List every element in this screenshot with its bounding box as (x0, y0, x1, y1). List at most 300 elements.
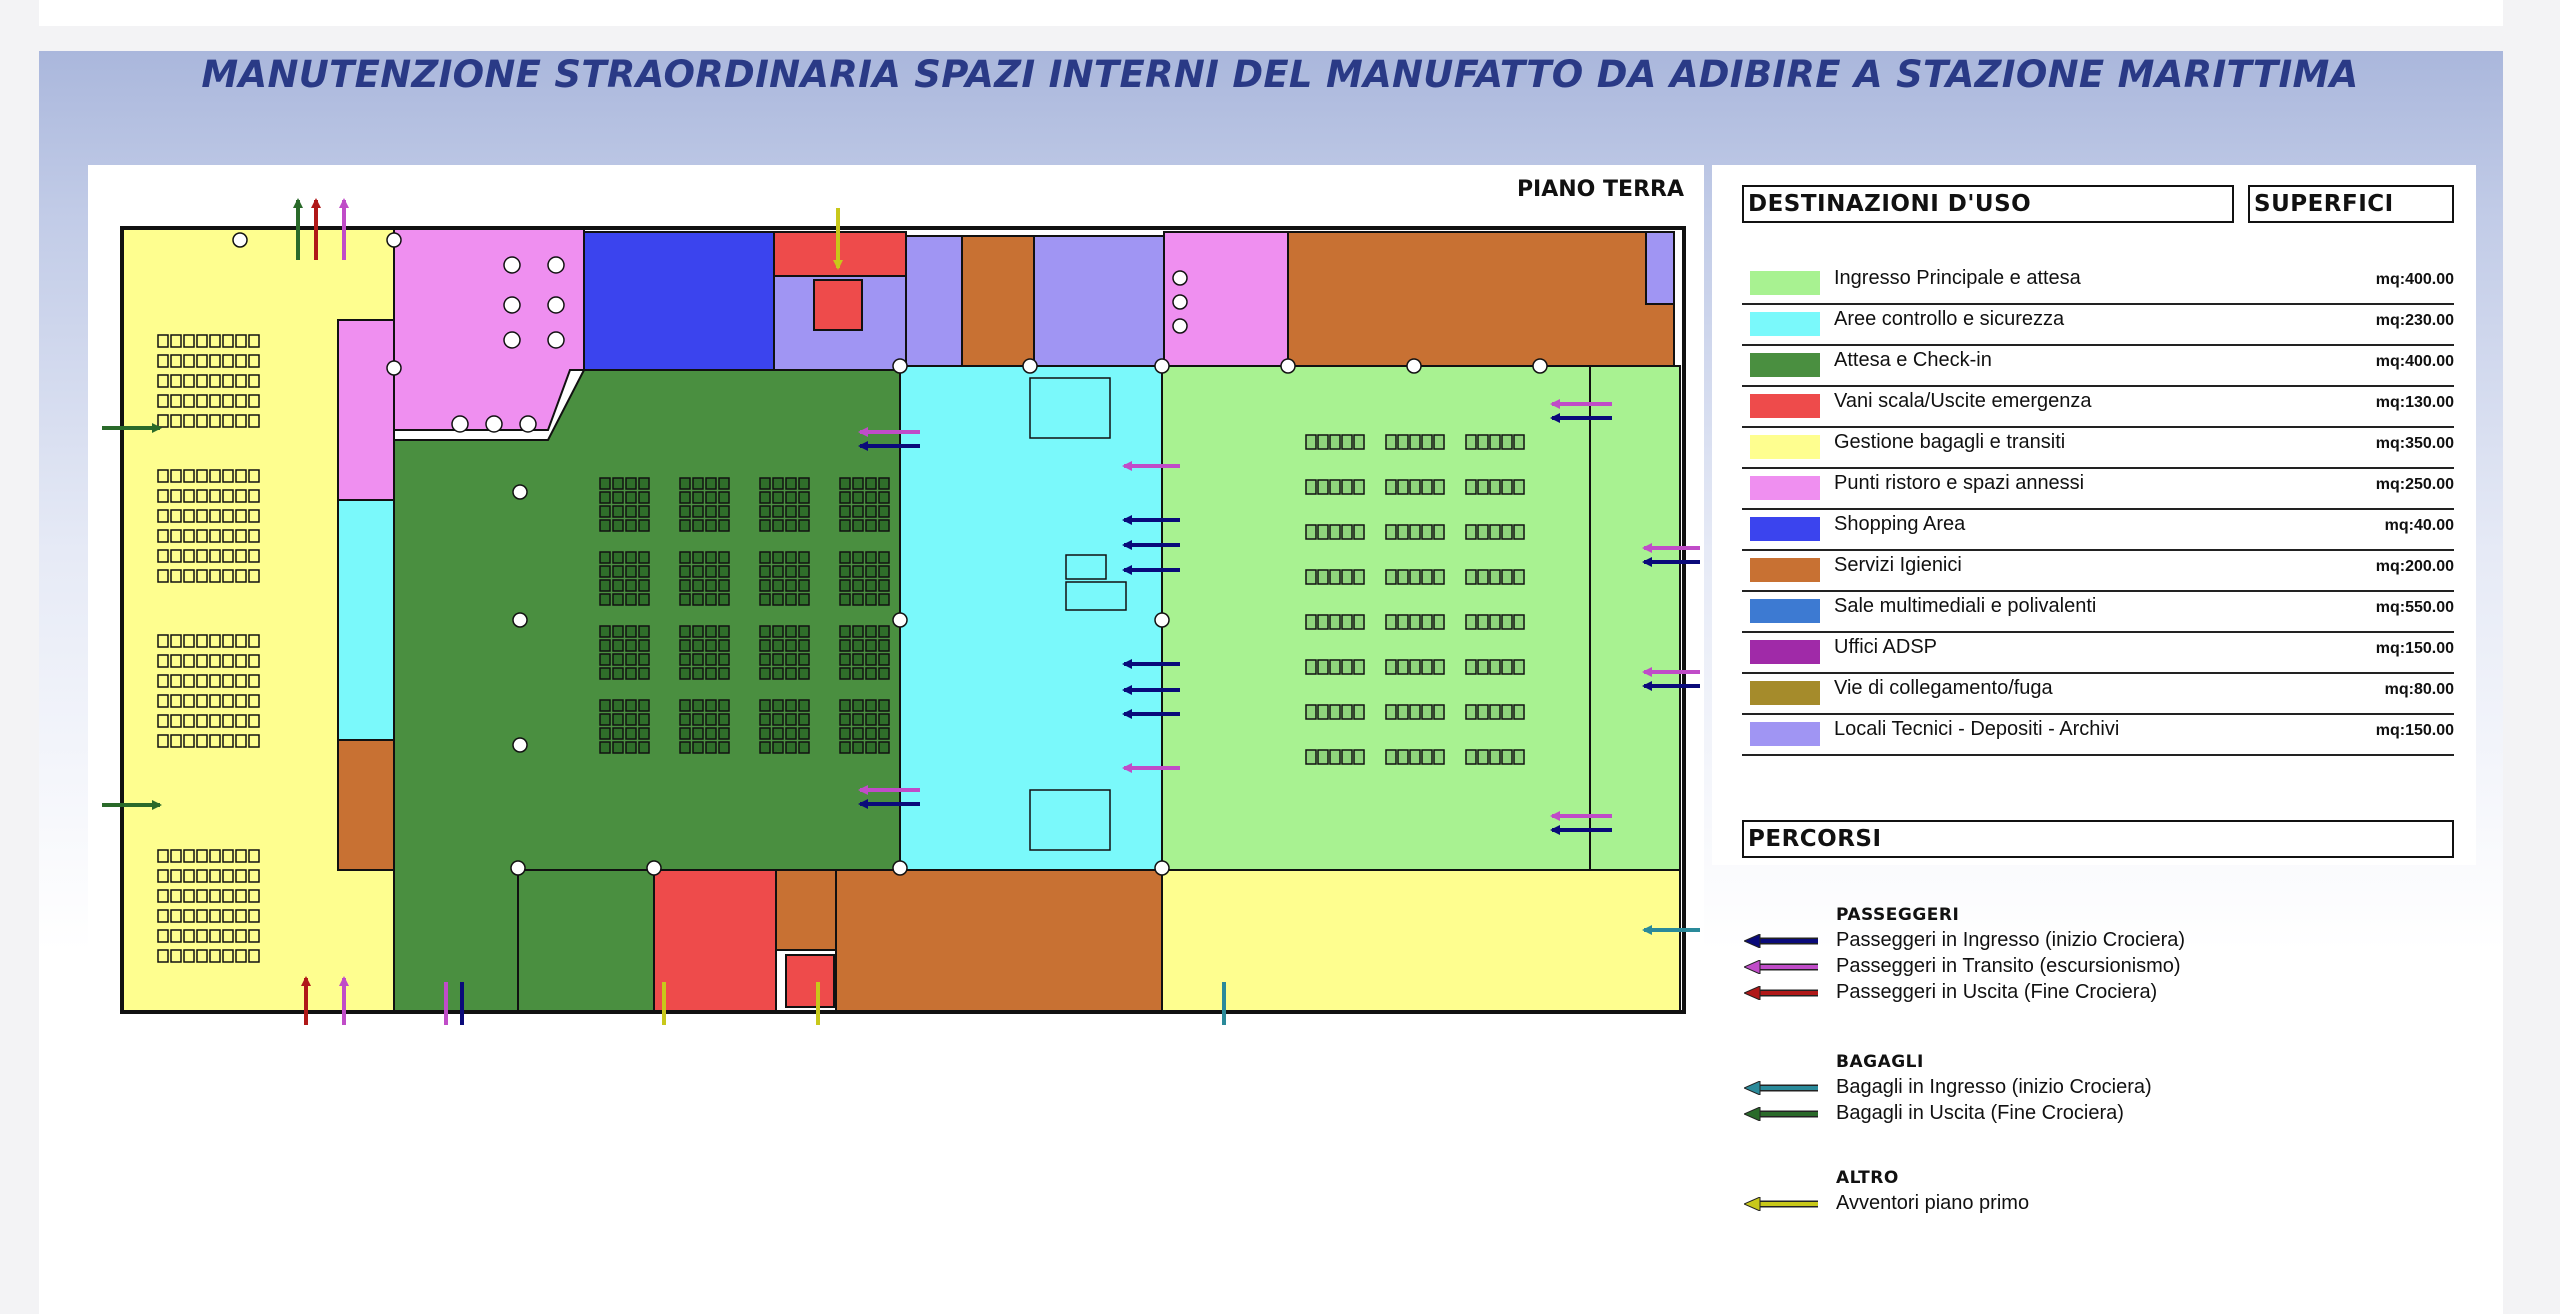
seat (680, 580, 690, 591)
seat (693, 552, 703, 563)
seat (1514, 705, 1524, 719)
legend-swatch (1750, 435, 1820, 459)
seat (1306, 615, 1316, 629)
seat (760, 492, 770, 503)
seat (786, 478, 796, 489)
seat (1502, 660, 1512, 674)
seat (840, 700, 850, 711)
seat (799, 492, 809, 503)
seat (1434, 750, 1444, 764)
seat (613, 728, 623, 739)
seat (773, 626, 783, 637)
seat (639, 552, 649, 563)
seat (613, 742, 623, 753)
seat (706, 700, 716, 711)
column (233, 233, 247, 247)
route-item (1836, 927, 2185, 953)
seat (1434, 705, 1444, 719)
column (1533, 359, 1547, 373)
legend-area-value: mq:250.00 (2375, 476, 2454, 493)
seat (786, 594, 796, 605)
seat (799, 654, 809, 665)
legend-item (1742, 468, 2454, 510)
seat (866, 580, 876, 591)
seat (693, 728, 703, 739)
seat (1422, 480, 1432, 494)
seat (693, 640, 703, 651)
seat (866, 506, 876, 517)
seat (600, 714, 610, 725)
arrow-icon (1744, 1197, 1820, 1211)
seat (639, 728, 649, 739)
seat (853, 580, 863, 591)
seat (773, 580, 783, 591)
seat (626, 506, 636, 517)
seat (1330, 705, 1340, 719)
arrow-icon (1744, 1107, 1820, 1121)
seat (1354, 570, 1364, 584)
seat (786, 728, 796, 739)
seat (1466, 660, 1476, 674)
column (1281, 359, 1295, 373)
table (548, 332, 564, 348)
seat (1398, 615, 1408, 629)
seat (680, 728, 690, 739)
seat (840, 566, 850, 577)
room-security-left (338, 500, 394, 740)
scanner (1030, 790, 1110, 850)
room-toilets-top-right (1288, 232, 1674, 366)
seat (626, 520, 636, 531)
room-technical-c (1646, 232, 1674, 304)
seat (879, 506, 889, 517)
seat (853, 640, 863, 651)
seat (1330, 570, 1340, 584)
column (893, 613, 907, 627)
legend-swatch (1750, 722, 1820, 746)
seat (1354, 615, 1364, 629)
seat (1354, 480, 1364, 494)
seat (693, 478, 703, 489)
seat (1502, 615, 1512, 629)
seat (1386, 750, 1396, 764)
route-group-title: ALTRO (1836, 1168, 1899, 1188)
legend-header-area: SUPERFICI (2248, 185, 2454, 223)
route-group-title: PASSEGGERI (1836, 905, 1960, 925)
seat (639, 580, 649, 591)
seat (680, 626, 690, 637)
seat (626, 714, 636, 725)
seat (706, 626, 716, 637)
seat (840, 478, 850, 489)
legend-area-value: mq:150.00 (2375, 722, 2454, 739)
seat (760, 506, 770, 517)
seat (773, 640, 783, 651)
seat (866, 594, 876, 605)
route-label: Bagagli in Ingresso (inizio Crociera) (1836, 1076, 2152, 1098)
seat (1514, 750, 1524, 764)
seat (1478, 480, 1488, 494)
seat (1514, 480, 1524, 494)
seat (680, 640, 690, 651)
seat (680, 520, 690, 531)
route-item (1836, 1190, 2029, 1216)
seat (760, 714, 770, 725)
seat (866, 566, 876, 577)
seat (1478, 705, 1488, 719)
seat (773, 552, 783, 563)
legend-swatch (1750, 394, 1820, 418)
table (548, 297, 564, 313)
column (513, 485, 527, 499)
seat (1422, 570, 1432, 584)
route-group-title: BAGAGLI (1836, 1052, 1924, 1072)
seat (680, 552, 690, 563)
seat (1502, 480, 1512, 494)
seat (706, 728, 716, 739)
seat (879, 478, 889, 489)
table (1173, 295, 1187, 309)
seat (626, 566, 636, 577)
legend-item (1742, 427, 2454, 469)
seat (866, 728, 876, 739)
legend-area-value: mq:230.00 (2375, 312, 2454, 329)
seat (639, 478, 649, 489)
seat (613, 626, 623, 637)
seat (1398, 525, 1408, 539)
route-label: Passeggeri in Ingresso (inizio Crociera) (1836, 929, 2186, 951)
floor-plan (88, 165, 1704, 1025)
seat (1514, 615, 1524, 629)
seat (1490, 570, 1500, 584)
seat (866, 742, 876, 753)
route-item (1836, 953, 2185, 979)
seat (1318, 615, 1328, 629)
seat (639, 742, 649, 753)
seat (760, 742, 770, 753)
seat (600, 506, 610, 517)
seat (1318, 750, 1328, 764)
seat (719, 478, 729, 489)
seat (693, 742, 703, 753)
seat (760, 626, 770, 637)
seat (1422, 435, 1432, 449)
seat (719, 552, 729, 563)
route-item (1836, 1074, 2152, 1100)
seat (1306, 435, 1316, 449)
seat (600, 700, 610, 711)
legend-swatch (1750, 681, 1820, 705)
seat (613, 594, 623, 605)
seat (680, 654, 690, 665)
legend-label: Vani scala/Uscite emergenza (1834, 390, 2092, 412)
table (452, 416, 468, 432)
legend-label: Locali Tecnici - Depositi - Archivi (1834, 718, 2120, 740)
legend-swatch (1750, 640, 1820, 664)
seat (1490, 615, 1500, 629)
column (893, 359, 907, 373)
legend-label: Sale multimediali e polivalenti (1834, 595, 2097, 617)
column (1155, 861, 1169, 875)
room-checkin-bottom (518, 870, 654, 1012)
seat (1434, 525, 1444, 539)
seat (853, 506, 863, 517)
seat (680, 478, 690, 489)
seat (1466, 570, 1476, 584)
room-baggage-bottom (1162, 870, 1680, 1012)
seat (706, 492, 716, 503)
seat (1386, 525, 1396, 539)
seat (1330, 480, 1340, 494)
seat (1514, 660, 1524, 674)
seat (600, 492, 610, 503)
seat (879, 566, 889, 577)
seat (1410, 570, 1420, 584)
seat (1422, 660, 1432, 674)
seat (1466, 525, 1476, 539)
legend-label: Shopping Area (1834, 513, 1966, 535)
seat (600, 742, 610, 753)
legend-item (1742, 550, 2454, 592)
seat (1342, 435, 1352, 449)
legend-header-use: DESTINAZIONI D'USO (1742, 185, 2234, 223)
legend-label: Attesa e Check-in (1834, 349, 1992, 371)
room-shopping (584, 232, 774, 370)
seat (639, 654, 649, 665)
seat (1330, 525, 1340, 539)
legend-swatch (1750, 517, 1820, 541)
seat (706, 654, 716, 665)
legend-swatch (1750, 271, 1820, 295)
legend-area-value: mq:400.00 (2375, 271, 2454, 288)
seat (639, 626, 649, 637)
seat (1434, 615, 1444, 629)
seat (719, 742, 729, 753)
route-group (1836, 1052, 2152, 1126)
seat (840, 492, 850, 503)
seat (799, 580, 809, 591)
seat (866, 626, 876, 637)
seat (1502, 435, 1512, 449)
legend-swatch (1750, 599, 1820, 623)
seat (799, 552, 809, 563)
seat (706, 594, 716, 605)
seat (760, 478, 770, 489)
seat (853, 742, 863, 753)
seat (879, 654, 889, 665)
seat (1514, 525, 1524, 539)
seat (773, 492, 783, 503)
seat (1434, 660, 1444, 674)
legend-item (1742, 304, 2454, 346)
seat (1478, 570, 1488, 584)
seat (639, 506, 649, 517)
seat (799, 478, 809, 489)
seat (639, 492, 649, 503)
seat (1318, 480, 1328, 494)
seat (786, 668, 796, 679)
seat (879, 668, 889, 679)
seat (600, 654, 610, 665)
seat (1422, 525, 1432, 539)
legend-item (1742, 673, 2454, 715)
seat (853, 654, 863, 665)
seat (853, 552, 863, 563)
seat (1434, 570, 1444, 584)
seat (680, 742, 690, 753)
scanner (1066, 555, 1106, 579)
seat (853, 700, 863, 711)
seat (799, 520, 809, 531)
seat (760, 700, 770, 711)
seat (626, 742, 636, 753)
seat (760, 668, 770, 679)
seat (719, 594, 729, 605)
legend-item (1742, 345, 2454, 387)
top-page-strip (39, 0, 2503, 26)
seat (706, 640, 716, 651)
seat (600, 552, 610, 563)
seat (719, 506, 729, 517)
legend-label: Uffici ADSP (1834, 636, 1937, 658)
seat (626, 626, 636, 637)
seat (1318, 660, 1328, 674)
column (893, 861, 907, 875)
seat (1342, 750, 1352, 764)
seat (853, 728, 863, 739)
room-technical-a (906, 236, 962, 370)
seat (866, 520, 876, 531)
seat (786, 552, 796, 563)
arrow-icon (1744, 934, 1820, 948)
seat (626, 700, 636, 711)
seat (840, 654, 850, 665)
seat (1502, 750, 1512, 764)
seat (879, 700, 889, 711)
seat (1330, 615, 1340, 629)
seat (1354, 435, 1364, 449)
seat (719, 566, 729, 577)
seat (626, 478, 636, 489)
seat (600, 728, 610, 739)
seat (879, 728, 889, 739)
legend-label: Gestione bagagli e transiti (1834, 431, 2066, 453)
seat (786, 520, 796, 531)
seat (1466, 435, 1476, 449)
seat (639, 520, 649, 531)
seat (693, 668, 703, 679)
seat (719, 654, 729, 665)
seat (773, 520, 783, 531)
legend-item (1742, 509, 2454, 551)
legend-swatch (1750, 558, 1820, 582)
seat (840, 552, 850, 563)
seat (879, 742, 889, 753)
seat (719, 492, 729, 503)
seat (1386, 705, 1396, 719)
seat (626, 594, 636, 605)
legend-area-value: mq:150.00 (2375, 640, 2454, 657)
seat (639, 594, 649, 605)
legend-label: Servizi Igienici (1834, 554, 1962, 576)
seat (1410, 750, 1420, 764)
seat (1410, 615, 1420, 629)
seat (786, 700, 796, 711)
table (486, 416, 502, 432)
seat (693, 654, 703, 665)
seat (786, 640, 796, 651)
seat (1342, 660, 1352, 674)
legend-area-value: mq:80.00 (2384, 681, 2454, 698)
seat (1422, 615, 1432, 629)
seat (786, 626, 796, 637)
seat (719, 580, 729, 591)
route-group (1836, 905, 2185, 1005)
seat (1318, 570, 1328, 584)
seat (760, 654, 770, 665)
column (647, 861, 661, 875)
slide-title: MANUTENZIONE STRAORDINARIA SPAZI INTERNI DEL MANUFATTO DA ADIBIRE A STAZIONE MARITTIMA (201, 53, 2359, 96)
seat (1490, 750, 1500, 764)
legend-label: Vie di collegamento/fuga (1834, 677, 2053, 699)
seat (706, 478, 716, 489)
legend-item (1742, 591, 2454, 633)
seat (1306, 525, 1316, 539)
seat (760, 566, 770, 577)
seat (773, 714, 783, 725)
seat (706, 580, 716, 591)
seat (1410, 525, 1420, 539)
seat (1478, 435, 1488, 449)
seat (1306, 570, 1316, 584)
seat (1342, 705, 1352, 719)
room-stairs-core (814, 280, 862, 330)
route-label: Passeggeri in Transito (escursionismo) (1836, 955, 2181, 977)
seat (1398, 480, 1408, 494)
seat (1330, 750, 1340, 764)
seat (626, 552, 636, 563)
seat (879, 714, 889, 725)
seat (840, 728, 850, 739)
seat (693, 594, 703, 605)
seat (840, 520, 850, 531)
seat (1386, 570, 1396, 584)
seat (853, 520, 863, 531)
seat (613, 478, 623, 489)
seat (680, 566, 690, 577)
seat (840, 594, 850, 605)
legend-area-value: mq:400.00 (2375, 353, 2454, 370)
seat (853, 566, 863, 577)
seat (613, 566, 623, 577)
seat (626, 580, 636, 591)
seat (799, 626, 809, 637)
seat (706, 714, 716, 725)
seat (1490, 435, 1500, 449)
seat (639, 714, 649, 725)
legend-item (1742, 714, 2454, 756)
room-technical-b (1034, 236, 1164, 370)
routes-header: PERCORSI (1742, 820, 2454, 858)
seat (613, 506, 623, 517)
table (520, 416, 536, 432)
seat (853, 492, 863, 503)
seat (639, 640, 649, 651)
seat (799, 714, 809, 725)
seat (613, 714, 623, 725)
seat (773, 654, 783, 665)
legend-label: Aree controllo e sicurezza (1834, 308, 2065, 330)
